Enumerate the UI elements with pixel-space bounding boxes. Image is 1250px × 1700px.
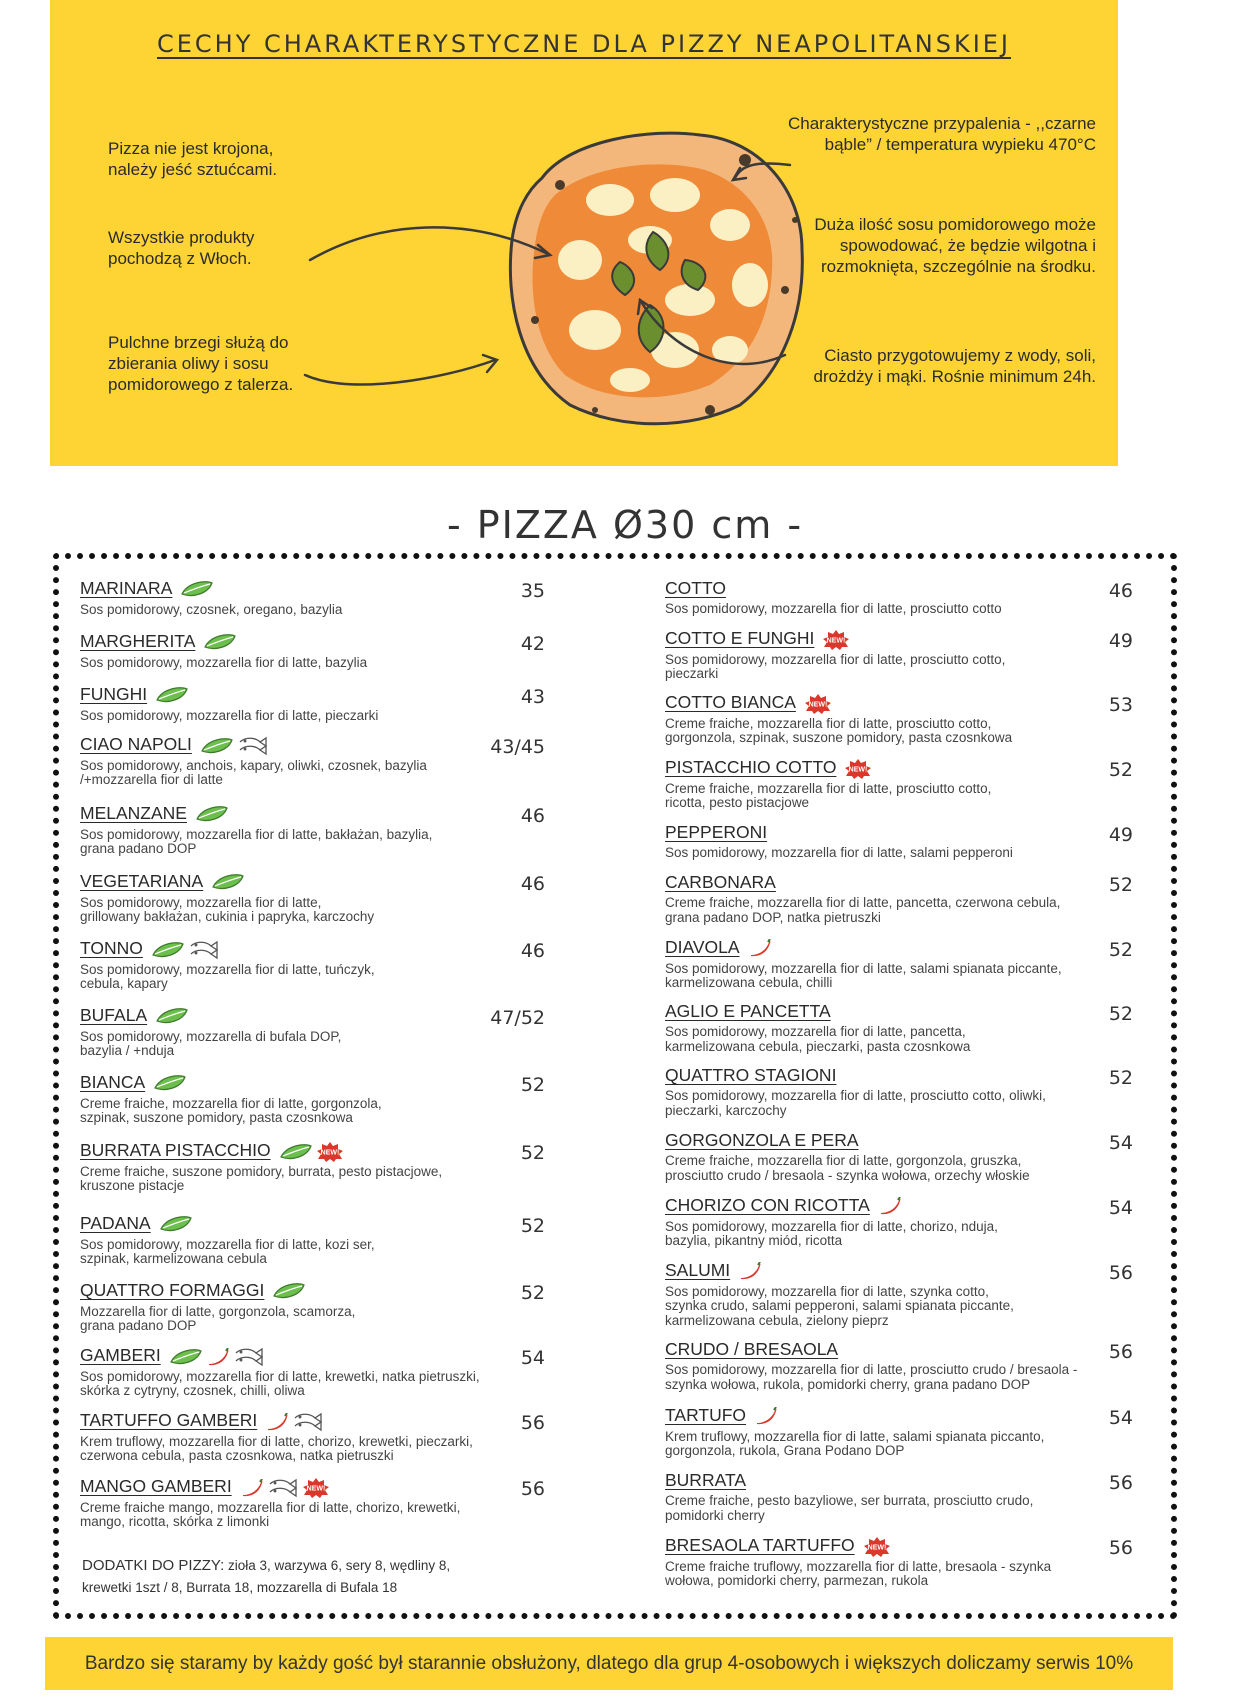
dietary-icons (822, 630, 853, 650)
pizza-name: BUFALA (80, 1005, 148, 1025)
pizza-name: AGLIO E PANCETTA (665, 1001, 831, 1021)
pizza-name: FUNGHI (80, 684, 148, 704)
pizza-name: COTTO BIANCA (665, 692, 796, 712)
pizza-price: 46 (1108, 580, 1133, 602)
menu-item (80, 1213, 545, 1267)
pizza-price: 47/52 (490, 1007, 545, 1029)
pizza-price: 46 (520, 805, 545, 827)
dietary-icons (203, 633, 240, 653)
pizza-price: 35 (520, 580, 545, 602)
menu-item (665, 692, 1133, 746)
pizza-price: 43/45 (490, 736, 545, 758)
menu-item (665, 937, 1133, 991)
pizza-price: 52 (1108, 759, 1133, 781)
pizza-description: Sos pomidorowy, mozzarella fior di latte, prosciutto cotto, pieczarki (665, 651, 1006, 682)
menu-item (665, 1470, 1133, 1523)
leaf-icon (155, 686, 189, 704)
pizza-description: Creme fraiche, suszone pomidory, burrata, pesto pistacjowe, kruszone pistacje (80, 1163, 443, 1194)
dietary-icons (159, 1215, 196, 1235)
dietary-icons (200, 736, 272, 756)
pizza-name: COTTO (665, 578, 726, 598)
dietary-icons (155, 686, 192, 706)
pizza-description: Krem truflowy, mozzarella fior di latte, chorizo, krewetki, pieczarki, czerwona cebula, pasta czosnkowa, natka pietruszki (80, 1433, 473, 1464)
menu-item (80, 631, 545, 670)
pizza-description: Krem truflowy, mozzarella fior di latte, salami spianata piccanto, gorgonzola, rukola, Grana Podano DOP (665, 1428, 1045, 1459)
pizza-description: Sos pomidorowy, mozzarella fior di latte, salami spianata piccante, karmelizowana cebula, chilli (665, 960, 1062, 991)
dietary-icons (279, 1142, 347, 1162)
fish-icon (237, 736, 269, 756)
pizza-price: 42 (520, 633, 545, 655)
fact-dough: Ciasto przygotowujemy z wody, soli, drożdży i mąki. Rośnie minimum 24h. (813, 346, 1096, 386)
pizza-description: Sos pomidorowy, mozzarella fior di latte, grillowany bakłażan, cukinia i papryka, karczochy (80, 894, 375, 925)
menu-item (80, 1476, 545, 1530)
menu-item (665, 822, 1133, 861)
pizza-name: GORGONZOLA E PERA (665, 1130, 859, 1150)
pizza-description: Sos pomidorowy, mozzarella fior di latte, pancetta, karmelizowana cebula, pieczarki, pasta czosnkowa (665, 1024, 971, 1054)
pizza-name: CIAO NAPOLI (80, 734, 192, 754)
svg-text:NEW!: NEW! (849, 766, 868, 774)
pizza-name: CRUDO / BRESAOLA (665, 1339, 839, 1359)
menu-item (665, 578, 1133, 617)
pizza-price: 56 (1108, 1341, 1133, 1363)
new-badge-icon (302, 1478, 330, 1498)
dietary-icons (878, 1197, 905, 1217)
fact-italian-products: Wszystkie produkty pochodzą z Włoch. (108, 228, 255, 268)
pizza-description: Sos pomidorowy, mozzarella fior di latte, pieczarki (80, 707, 379, 723)
pizza-description: Sos pomidorowy, mozzarella fior di latte, szynka cotto, szynka crudo, salami pepperoni, salami spianata piccante, karmelizowana cebula, zielony pieprz (665, 1283, 1014, 1328)
dietary-icons (272, 1282, 309, 1302)
new-badge-icon (316, 1142, 344, 1162)
dietary-icons (169, 1347, 268, 1367)
dietary-icons (211, 873, 248, 893)
pizza-description: Creme fraiche truflowy, mozzarella fior di latte, bresaola - szynka wołowa, pomidorki cherry, parmezan, rukola (665, 1558, 1052, 1589)
dietary-icons (151, 940, 223, 960)
leaf-icon (159, 1215, 193, 1233)
new-badge-icon (822, 630, 850, 650)
addons-text: zioła 3, warzywa 6, sery 8, wędliny 8, krewetki 1szt / 8, Burrata 18, mozzarella di Bufala 18 (82, 1558, 451, 1595)
menu-item (665, 628, 1133, 682)
pizza-name: TARTUFFO GAMBERI (80, 1410, 258, 1430)
menu-item (80, 1280, 545, 1334)
new-badge-icon (844, 759, 872, 779)
leaf-icon (153, 1074, 187, 1092)
menu-item (80, 1005, 545, 1059)
pizza-price: 49 (1108, 630, 1133, 652)
pizza-price: 56 (1108, 1472, 1133, 1494)
dietary-icons (195, 805, 232, 825)
pizza-description: Sos pomidorowy, mozzarella fior di latte, prosciutto crudo / bresaola - szynka wołowa, rukola, pomidorki cherry, grana padano DOP (665, 1362, 1078, 1392)
pizza-description: Creme fraiche, pesto bazyliowe, ser burrata, prosciutto crudo, pomidorki cherry (665, 1493, 1034, 1523)
panel-title: CECHY CHARAKTERYSTYCZNE DLA PIZZY NEAPOLITANSKIEJ (156, 30, 1012, 58)
pizza-name: GAMBERI (80, 1345, 161, 1365)
pizza-description: Mozzarella fior di latte, gorgonzola, scamorza, grana padano DOP (80, 1303, 356, 1334)
menu-item (665, 1339, 1133, 1392)
pizza-price: 56 (1108, 1262, 1133, 1284)
pizza-price: 54 (1108, 1132, 1133, 1154)
pizza-price: 43 (520, 686, 545, 708)
leaf-icon (203, 633, 237, 651)
pizza-name: PISTACCHIO COTTO (665, 757, 837, 777)
pizza-name: QUATTRO FORMAGGI (80, 1280, 265, 1300)
chili-icon (748, 939, 772, 957)
dietary-icons (754, 1407, 781, 1427)
pizza-name: COTTO E FUNGHI (665, 628, 815, 648)
pizza-price: 52 (1108, 1003, 1133, 1025)
menu-item (665, 872, 1133, 925)
service-charge-note: Bardzo się staramy by każdy gość był starannie obsłużony, dlatego dla grup 4-osobowych i większych doliczamy serwis 10% (84, 1652, 1134, 1674)
pizza-name: TONNO (80, 938, 143, 958)
dietary-icons (748, 939, 775, 959)
menu-item (80, 1345, 545, 1399)
pizza-name: BURRATA (665, 1470, 747, 1490)
pizza-price: 52 (520, 1215, 545, 1237)
pizza-name: CARBONARA (665, 872, 776, 892)
pizza-name: TARTUFO (665, 1405, 747, 1425)
pizza-description: Creme fraiche, mozzarella fior di latte, pancetta, czerwona cebula, grana padano DOP, natka pietruszki (665, 895, 1061, 925)
svg-text:NEW!: NEW! (808, 701, 828, 709)
pizza-description: Sos pomidorowy, czosnek, oregano, bazylia (80, 601, 343, 617)
leaf-icon (180, 580, 214, 598)
pizza-name: BIANCA (80, 1072, 146, 1092)
menu-item (80, 734, 545, 788)
chili-icon (206, 1348, 230, 1366)
pizza-name: CHORIZO CON RICOTTA (665, 1195, 870, 1215)
pizza-name: VEGETARIANA (80, 871, 204, 891)
pizza-description: Sos pomidorowy, anchois, kapary, oliwki, czosnek, bazylia /+mozzarella fior di latte (80, 757, 427, 788)
pizza-price: 52 (520, 1142, 545, 1164)
info-panel (50, 0, 1118, 466)
svg-text:NEW!: NEW! (827, 637, 846, 645)
pizza-description: Creme fraiche, mozzarella fior di latte, gorgonzola, gruszka, prosciutto crudo / bresaola - szynka wołowa, orzechy włoskie (665, 1153, 1030, 1183)
leaf-icon (200, 737, 234, 755)
pizza-price: 46 (520, 873, 545, 895)
svg-text:NEW!: NEW! (867, 1544, 886, 1552)
pizza-description: Sos pomidorowy, mozzarella fior di latte, kozi ser, szpinak, karmelizowana cebula (80, 1236, 375, 1267)
menu-item (80, 871, 545, 925)
pizza-price: 52 (520, 1074, 545, 1096)
pizza-name: MARGHERITA (80, 631, 196, 651)
pizza-price: 52 (1108, 1067, 1133, 1089)
pizza-name: BURRATA PISTACCHIO (80, 1140, 271, 1160)
pizza-description: Creme fraiche, mozzarella fior di latte, prosciutto cotto, gorgonzola, szpinak, suszone pomidory, pasta czosnkowa (665, 715, 1013, 746)
fact-tomato-sauce: Duża ilość sosu pomidorowego może spowodować, że będzie wilgotna i rozmoknięta, szczególnie na środku. (814, 215, 1096, 276)
pizza-price: 56 (520, 1412, 545, 1434)
dietary-icons (153, 1074, 190, 1094)
pizza-price: 54 (1108, 1197, 1133, 1219)
pizza-name: MELANZANE (80, 803, 187, 823)
pizza-price: 54 (520, 1347, 545, 1369)
leaf-icon (151, 941, 185, 959)
menu-item (665, 1065, 1133, 1118)
pizza-name: PADANA (80, 1213, 151, 1233)
pizza-price: 56 (520, 1478, 545, 1500)
pizza-description: Creme fraiche, mozzarella fior di latte, gorgonzola, szpinak, suszone pomidory, pasta czosnkowa (80, 1095, 382, 1126)
menu-item (665, 1405, 1133, 1459)
pizza-description: Sos pomidorowy, mozzarella fior di latte, chorizo, nduja, bazylia, pikantny miód, ricotta (665, 1218, 998, 1249)
pizza-description: Sos pomidorowy, mozzarella fior di latte, prosciutto cotto (665, 601, 1002, 616)
menu-item (665, 1195, 1133, 1249)
pizza-name: DIAVOLA (665, 937, 740, 957)
pizza-description: Creme fraiche mango, mozzarella fior di latte, chorizo, krewetki, mango, ricotta, skórka z limonki (80, 1499, 461, 1530)
menu-item (665, 1535, 1133, 1589)
menu-item (665, 1001, 1133, 1054)
chili-icon (878, 1197, 902, 1215)
dietary-icons (738, 1262, 765, 1282)
leaf-icon (195, 805, 229, 823)
menu-item (80, 1140, 545, 1194)
pizza-description: Sos pomidorowy, mozzarella fior di latte, bazylia (80, 654, 368, 670)
dietary-icons (180, 580, 217, 600)
menu-item (80, 578, 545, 617)
pizza-description: Sos pomidorowy, mozzarella fior di latte, krewetki, natka pietruszki, skórka z cytryny, czosnek, chilli, oliwa (80, 1368, 480, 1399)
addons-label: DODATKI DO PIZZY: (82, 1557, 225, 1574)
menu-item (80, 803, 545, 857)
fact-char-spots: Charakterystyczne przypalenia - ,,czarne bąble” / temperatura wypieku 470°C (787, 114, 1096, 154)
pizza-price: 52 (520, 1282, 545, 1304)
leaf-icon (279, 1143, 313, 1161)
pizza-name: PEPPERONI (665, 822, 768, 842)
pizza-price: 52 (1108, 939, 1133, 961)
pizza-description: Sos pomidorowy, mozzarella di bufala DOP, bazylia / +nduja (80, 1028, 342, 1059)
svg-text:NEW!: NEW! (320, 1149, 339, 1157)
pizza-name: BRESAOLA TARTUFFO (665, 1535, 855, 1555)
fact-crust-edges: Pulchne brzegi służą do zbierania oliwy i sosu pomidorowego z talerza. (108, 333, 294, 394)
fish-icon (267, 1478, 299, 1498)
new-badge-icon (863, 1537, 891, 1557)
chili-icon (265, 1413, 289, 1431)
pizza-price: 56 (1108, 1537, 1133, 1559)
chili-icon (738, 1262, 762, 1280)
section-title: - PIZZA Ø30 cm - (446, 503, 804, 547)
dietary-icons (265, 1412, 327, 1432)
new-badge-icon (804, 694, 832, 714)
pizza-name: QUATTRO STAGIONI (665, 1065, 837, 1085)
leaf-icon (169, 1348, 203, 1366)
dietary-icons (240, 1478, 333, 1498)
menu-item (665, 1260, 1133, 1328)
leaf-icon (211, 873, 245, 891)
fish-icon (292, 1412, 324, 1432)
pizza-name: SALUMI (665, 1260, 731, 1280)
pizza-name: MANGO GAMBERI (80, 1476, 232, 1496)
dietary-icons (155, 1007, 192, 1027)
pizza-price: 54 (1108, 1407, 1133, 1429)
menu-item (80, 684, 545, 723)
menu-item (80, 1410, 545, 1464)
pizza-price: 53 (1108, 694, 1133, 716)
chili-icon (754, 1407, 778, 1425)
pizza-description: Sos pomidorowy, mozzarella fior di latte, bakłażan, bazylia, grana padano DOP (80, 826, 433, 857)
pizza-price: 46 (520, 940, 545, 962)
menu-item (665, 757, 1133, 811)
dietary-icons (863, 1537, 894, 1557)
fish-icon (233, 1347, 265, 1367)
leaf-icon (272, 1282, 306, 1300)
footer-bar (45, 1637, 1173, 1690)
pizza-description: Sos pomidorowy, mozzarella fior di latte, salami pepperoni (665, 845, 1013, 860)
pizza-description: Sos pomidorowy, mozzarella fior di latte, tuńczyk, cebula, kapary (80, 961, 375, 992)
menu-item (80, 938, 545, 992)
svg-text:NEW!: NEW! (306, 1485, 326, 1493)
dietary-icons (804, 694, 835, 714)
menu-item (80, 1072, 545, 1126)
menu-item (665, 1130, 1133, 1183)
pizza-description: Sos pomidorowy, mozzarella fior di latte, prosciutto cotto, oliwki, pieczarki, karczochy (665, 1088, 1046, 1118)
dietary-icons (844, 759, 875, 779)
chili-icon (240, 1479, 264, 1497)
pizza-addons (82, 1555, 522, 1599)
pizza-price: 49 (1108, 824, 1133, 846)
leaf-icon (155, 1007, 189, 1025)
pizza-description: Creme fraiche, mozzarella fior di latte, prosciutto cotto, ricotta, pesto pistacjowe (665, 780, 992, 811)
fact-no-slicing: Pizza nie jest krojona, należy jeść sztućcami. (108, 139, 278, 179)
pizza-name: MARINARA (80, 578, 173, 598)
pizza-price: 52 (1108, 874, 1133, 896)
fish-icon (188, 940, 220, 960)
